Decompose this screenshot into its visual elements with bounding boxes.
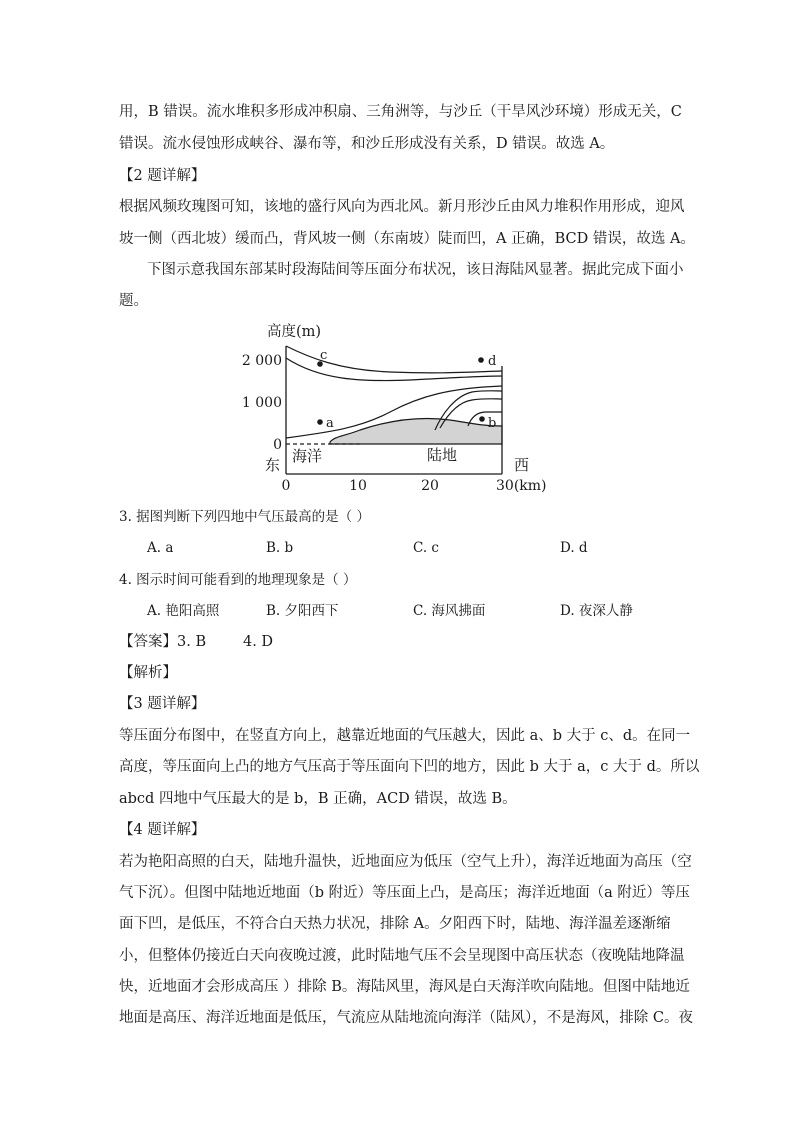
detail-4-line: 小，但整体仍接近白天向夜晚过渡，此时陆地气压不会呈现图中高压状态（夜晚陆地降温: [119, 948, 685, 964]
question-3-option-b: B. b: [266, 540, 294, 556]
x-tick-label: 0: [281, 478, 291, 494]
detail-3-heading: 【3 题详解】: [119, 696, 206, 712]
question-3-option-a: A. a: [147, 540, 174, 556]
sea-label: 海洋: [292, 447, 323, 465]
y-axis-label: 高度(m): [267, 324, 322, 340]
x-tick-label: 30(km): [496, 478, 547, 494]
question-3-stem: 3. 据图判断下列四地中气压最高的是（ ）: [119, 509, 370, 525]
x-tick-label: 20: [421, 478, 439, 494]
question-3-option-d: D. d: [560, 540, 588, 556]
point-d-label: d: [488, 354, 497, 369]
detail-4-line: 若为艳阳高照的白天，陆地升温快，近地面应为低压（空气上升），海洋近地面为高压（空: [119, 854, 692, 870]
land-area: [330, 418, 502, 444]
x-tick-label: 10: [349, 478, 367, 494]
detail-4-line: 气下沉）。但图中陆地近地面（b 附近）等压面上凸，是高压；海洋近地面（a 附近）等压: [119, 885, 690, 901]
point-a-label: a: [326, 416, 334, 431]
answer-line: 【答案】3. B 4. D: [119, 634, 274, 650]
y-tick-label: 2 000: [241, 353, 282, 369]
figure-intro-text: 题。: [119, 293, 148, 309]
question-4-option-b: B. 夕阳西下: [266, 603, 339, 619]
figure-intro-text: 下图示意我国东部某时段海陆间等压面分布状况，该日海陆风显著。据此完成下面小: [147, 262, 684, 278]
detail-3-line: 高度，等压面向上凸的地方气压高于等压面向下凹的地方，因此 b 大于 a，c 大于 d。所以: [119, 759, 700, 775]
east-label: 东: [265, 456, 281, 474]
detail-4-heading: 【4 题详解】: [119, 822, 206, 838]
question-4-option-c: C. 海风拂面: [413, 603, 486, 619]
detail-4-line: 快，近地面才会形成高压 ）排除 B。海陆风里，海风是白天海洋吹向陆地。但图中陆地近: [119, 979, 690, 995]
point-b-label: b: [488, 416, 497, 431]
body-text-line: 错误。流水侵蚀形成峡谷、瀑布等，和沙丘形成没有关系，D 错误。故选 A。: [119, 136, 615, 152]
y-tick-label: 0: [273, 437, 282, 453]
body-text-line: 用，B 错误。流水堆积多形成冲积扇、三角洲等，与沙丘（干旱风沙环境）形成无关，C: [119, 104, 682, 120]
west-label: 西: [514, 456, 530, 474]
body-text-line: 根据风频玫瑰图可知，该地的盛行风向为西北风。新月形沙丘由风力堆积作用形成，迎风: [119, 199, 685, 215]
question-4-option-d: D. 夜深人静: [560, 603, 633, 619]
question-3-option-c: C. c: [413, 540, 439, 556]
point-c-label: c: [320, 348, 328, 363]
point-b-dot: [479, 416, 485, 422]
point-a-dot: [317, 419, 323, 425]
question-4-stem: 4. 图示时间可能看到的地理现象是（ ）: [119, 572, 357, 588]
detail-3-line: 等压面分布图中，在竖直方向上，越靠近地面的气压越大，因此 a、b 大于 c、d。在同一: [119, 728, 691, 744]
detail-4-line: 地面是高压、海洋近地面是低压，气流应从陆地流向海洋（陆风），不是海风，排除 C。夜: [119, 1010, 693, 1026]
isobar-line: [286, 346, 502, 373]
isobar-diagram: [241, 318, 560, 498]
land-label: 陆地: [427, 446, 458, 464]
detail-3-line: abcd 四地中气压最大的是 b，B 正确，ACD 错误，故选 B。: [119, 791, 517, 807]
isobar-line: [286, 358, 502, 381]
question-4-option-a: A. 艳阳高照: [147, 603, 220, 619]
body-text-line: 坡一侧（西北坡）缓而凸，背风坡一侧（东南坡）陡而凹，A 正确，BCD 错误，故选 A。: [119, 231, 695, 247]
point-d-dot: [478, 357, 484, 363]
section-heading-q2: 【2 题详解】: [119, 168, 206, 184]
detail-4-line: 面下凹，是低压，不符合白天热力状况，排除 A。夕阳西下时，陆地、海洋温差逐渐缩: [119, 916, 671, 932]
y-tick-label: 1 000: [241, 395, 282, 411]
analysis-heading: 【解析】: [119, 665, 177, 681]
